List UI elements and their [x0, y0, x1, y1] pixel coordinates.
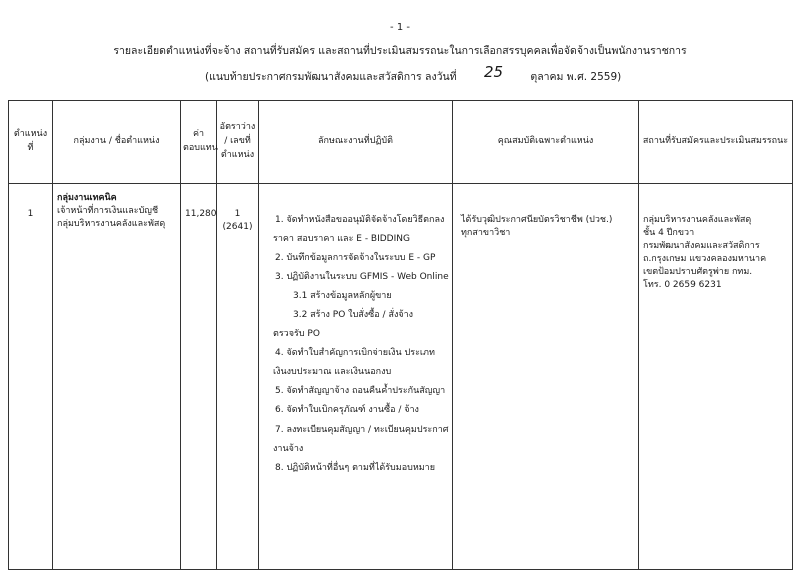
place-line: กรมพัฒนาสังคมและสวัสดิการ	[643, 241, 760, 252]
cell-qualifications	[453, 184, 639, 570]
handwritten-day: 25	[483, 63, 504, 81]
duty-item: ราคา สอบราคา และ E - BIDDING	[273, 234, 410, 245]
duty-item: 4. จัดทำใบสำคัญการเบิกจ่ายเงิน ประเภท	[275, 348, 435, 359]
cell-pay	[181, 184, 217, 570]
duty-item: ตรวจรับ PO	[273, 329, 320, 340]
position-no-value: 1	[27, 209, 34, 219]
header-duties: ลักษณะงานที่ปฏิบัติ	[259, 101, 453, 184]
position-name: เจ้าหน้าที่การเงินและบัญชี	[57, 206, 159, 217]
place-line: โทร. 0 2659 6231	[643, 280, 722, 291]
place-line: ชั้น 4 ปีกขวา	[643, 228, 695, 239]
table-header-row	[9, 101, 793, 184]
place-line: ถ.กรุงเกษม แขวงคลองมหานาค	[643, 254, 767, 265]
position-table	[8, 100, 793, 570]
cell-vacancy	[217, 184, 259, 570]
header-place: สถานที่รับสมัครและประเมินสมรรถนะ	[639, 101, 793, 184]
place-line: เขตป้อมปราบศัตรูพ่าย กทม.	[643, 267, 753, 278]
page-number: - 1 -	[390, 22, 410, 33]
duty-item: เงินงบประมาณ และเงินนอกงบ	[273, 367, 392, 378]
group-name: กลุ่มงานเทคนิค	[57, 193, 117, 203]
document-title: รายละเอียดตำแหน่งที่จะจ้าง สถานที่รับสมัคร และสถานที่ประเมินสมรรถนะในการเลือกสรรบุคคลเพื่อจัดจ้างเป็นพนักงานราชการ	[113, 45, 687, 57]
cell-position-no	[9, 184, 53, 570]
duty-item: 3.2 สร้าง PO ใบสั่งซื้อ / สั่งจ้าง	[293, 310, 414, 321]
header-vacancy: อัตราว่าง / เลขที่ตำแหน่ง	[217, 101, 259, 184]
duty-item: 7. ลงทะเบียนคุมสัญญา / ทะเบียนคุมประกาศ	[275, 424, 449, 435]
duty-item: 2. บันทึกข้อมูลการจัดจ้างในระบบ E - GP	[275, 253, 436, 264]
qualification-line: ได้รับวุฒิประกาศนียบัตรวิชาชีพ (ปวช.)	[461, 215, 613, 225]
cell-place	[639, 184, 793, 570]
header-qualifications: คุณสมบัติเฉพาะตำแหน่ง	[453, 101, 639, 184]
subtitle-prefix: (แนบท้ายประกาศกรมพัฒนาสังคมและสวัสดิการ ลงวันที่	[205, 71, 457, 83]
position-division: กลุ่มบริหารงานคลังและพัสดุ	[57, 219, 166, 230]
subtitle-suffix: ตุลาคม พ.ศ. 2559)	[530, 71, 622, 83]
pay-value: 11,280	[185, 209, 217, 219]
vacancy-count: 1	[234, 209, 241, 219]
header-pay: ค่าตอบแทน	[181, 101, 217, 184]
header-group-position: กลุ่มงาน / ชื่อตำแหน่ง	[53, 101, 181, 184]
cell-duties	[259, 184, 453, 570]
duty-item: 3.1 สร้างข้อมูลหลักผู้ขาย	[293, 291, 392, 302]
duty-item: 8. ปฏิบัติหน้าที่อื่นๆ ตามที่ได้รับมอบหมาย	[275, 462, 436, 473]
duty-item: 3. ปฏิบัติงานในระบบ GFMIS - Web Online	[275, 272, 449, 283]
duty-item: 1. จัดทำหนังสือขออนุมัติจัดจ้างโดยวิธีตกลง	[275, 215, 445, 225]
place-line: กลุ่มบริหารงานคลังและพัสดุ	[643, 215, 752, 225]
duty-item: 6. จัดทำใบเบิกครุภัณฑ์ งานซื้อ / จ้าง	[275, 405, 419, 416]
qualification-line: ทุกสาขาวิชา	[461, 228, 511, 239]
duty-item: งานจ้าง	[273, 443, 304, 454]
header-position-no: ตำแหน่งที่	[9, 101, 53, 184]
position-number: (2641)	[222, 222, 253, 233]
table-row	[9, 184, 793, 570]
cell-group-position	[53, 184, 181, 570]
document-subtitle	[205, 63, 622, 85]
duty-item: 5. จัดทำสัญญาจ้าง ถอนคืนค้ำประกันสัญญา	[275, 386, 446, 397]
